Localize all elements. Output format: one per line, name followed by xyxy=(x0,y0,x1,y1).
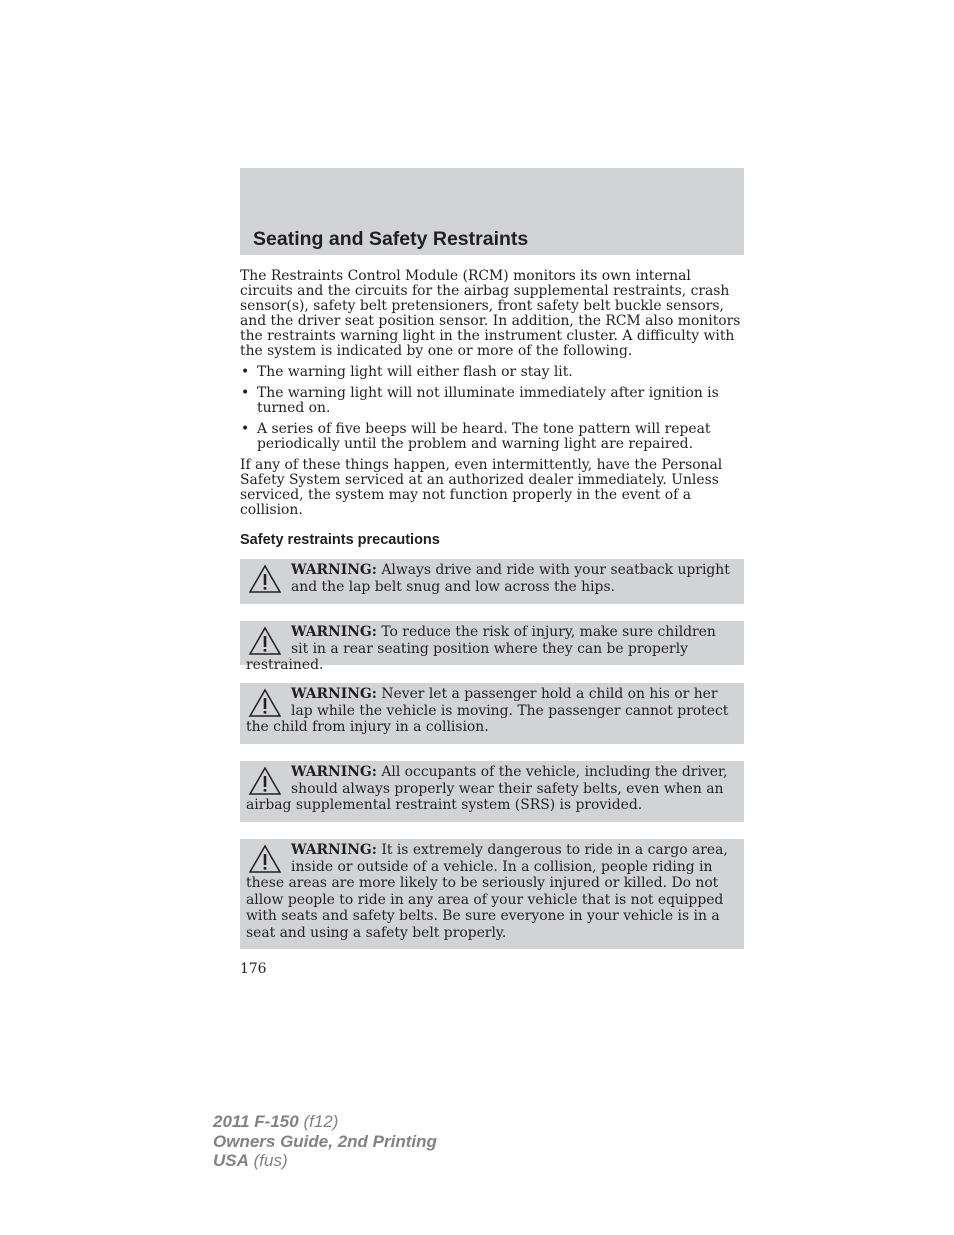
footer-model: 2011 F-150 xyxy=(213,1112,299,1131)
symptom-list xyxy=(240,365,744,452)
warning-box xyxy=(240,559,744,604)
list-item-text: The warning light will either flash or stay lit. xyxy=(257,364,573,380)
footer-imprint xyxy=(213,1112,437,1171)
warning-label: WARNING: xyxy=(291,562,377,578)
warning-triangle-icon xyxy=(248,844,282,874)
warning-triangle-icon xyxy=(248,626,282,656)
warning-label: WARNING: xyxy=(291,842,377,858)
footer-market: USA xyxy=(213,1151,249,1170)
footer-guide: Owners Guide, 2nd Printing xyxy=(213,1131,437,1151)
section-header-band xyxy=(240,168,744,255)
warning-label: WARNING: xyxy=(291,624,377,640)
footer-line-model xyxy=(213,1112,437,1132)
page-number: 176 xyxy=(240,961,267,977)
warning-text: Never let a passenger hold a child on his or her lap while the vehicle is moving. The passenger cannot protect the child from injury in a collision. xyxy=(246,686,729,735)
warning-label: WARNING: xyxy=(291,764,377,780)
warning-box xyxy=(240,621,744,673)
footer-line-market xyxy=(213,1151,437,1171)
warning-label: WARNING: xyxy=(291,686,377,702)
bullet-icon: • xyxy=(241,385,250,401)
warning-box xyxy=(240,839,744,949)
warning-text: Always drive and ride with your seatback upright and the lap belt snug and low across the hips. xyxy=(291,562,730,595)
list-item xyxy=(240,386,744,416)
footer-model-code: (f12) xyxy=(303,1112,339,1131)
list-item-text: A series of five beeps will be heard. The tone pattern will repeat periodically until the problem and warning light are repaired. xyxy=(257,421,711,452)
list-item xyxy=(240,422,744,452)
subheading: Safety restraints precautions xyxy=(240,532,440,548)
warning-text: It is extremely dangerous to ride in a cargo area, inside or outside of a vehicle. In a collision, people riding in these areas are more likely to be seriously injured or killed. Do not allow people to ride in any area of your vehicle that is not equipped with seats and safety belts. Be sure everyone in your vehicle is in a seat and using a safety belt properly. xyxy=(246,842,728,941)
list-item-text: The warning light will not illuminate immediately after ignition is turned on. xyxy=(257,385,719,416)
service-paragraph: If any of these things happen, even intermittently, have the Personal Safety System serviced at an authorized dealer immediately. Unless serviced, the system may not function properly in the event of a collision. xyxy=(240,457,723,518)
warning-box xyxy=(240,761,744,822)
warning-text: To reduce the risk of injury, make sure children sit in a rear seating position where they can be properly restrained. xyxy=(246,624,716,673)
footer-market-code: (fus) xyxy=(253,1151,288,1170)
bullet-icon: • xyxy=(241,364,250,380)
section-title: Seating and Safety Restraints xyxy=(253,228,529,250)
warning-triangle-icon xyxy=(248,564,282,594)
warning-text: All occupants of the vehicle, including the driver, should always properly wear their safety belts, even when an airbag supplemental restraint system (SRS) is provided. xyxy=(246,764,728,813)
bullet-icon: • xyxy=(241,421,250,437)
footer-line-guide xyxy=(213,1132,437,1152)
warning-triangle-icon xyxy=(248,688,282,718)
warning-triangle-icon xyxy=(248,766,282,796)
list-item xyxy=(240,365,744,380)
intro-paragraph: The Restraints Control Module (RCM) monitors its own internal circuits and the circuits for the airbag supplemental restraints, crash sensor(s), safety belt pretensioners, front safety belt buckle sensors, and the driver seat position sensor. In addition, the RCM also monitors the restraints warning light in the instrument cluster. A difficulty with the system is indicated by one or more of the following. xyxy=(240,268,741,359)
warning-box xyxy=(240,683,744,744)
